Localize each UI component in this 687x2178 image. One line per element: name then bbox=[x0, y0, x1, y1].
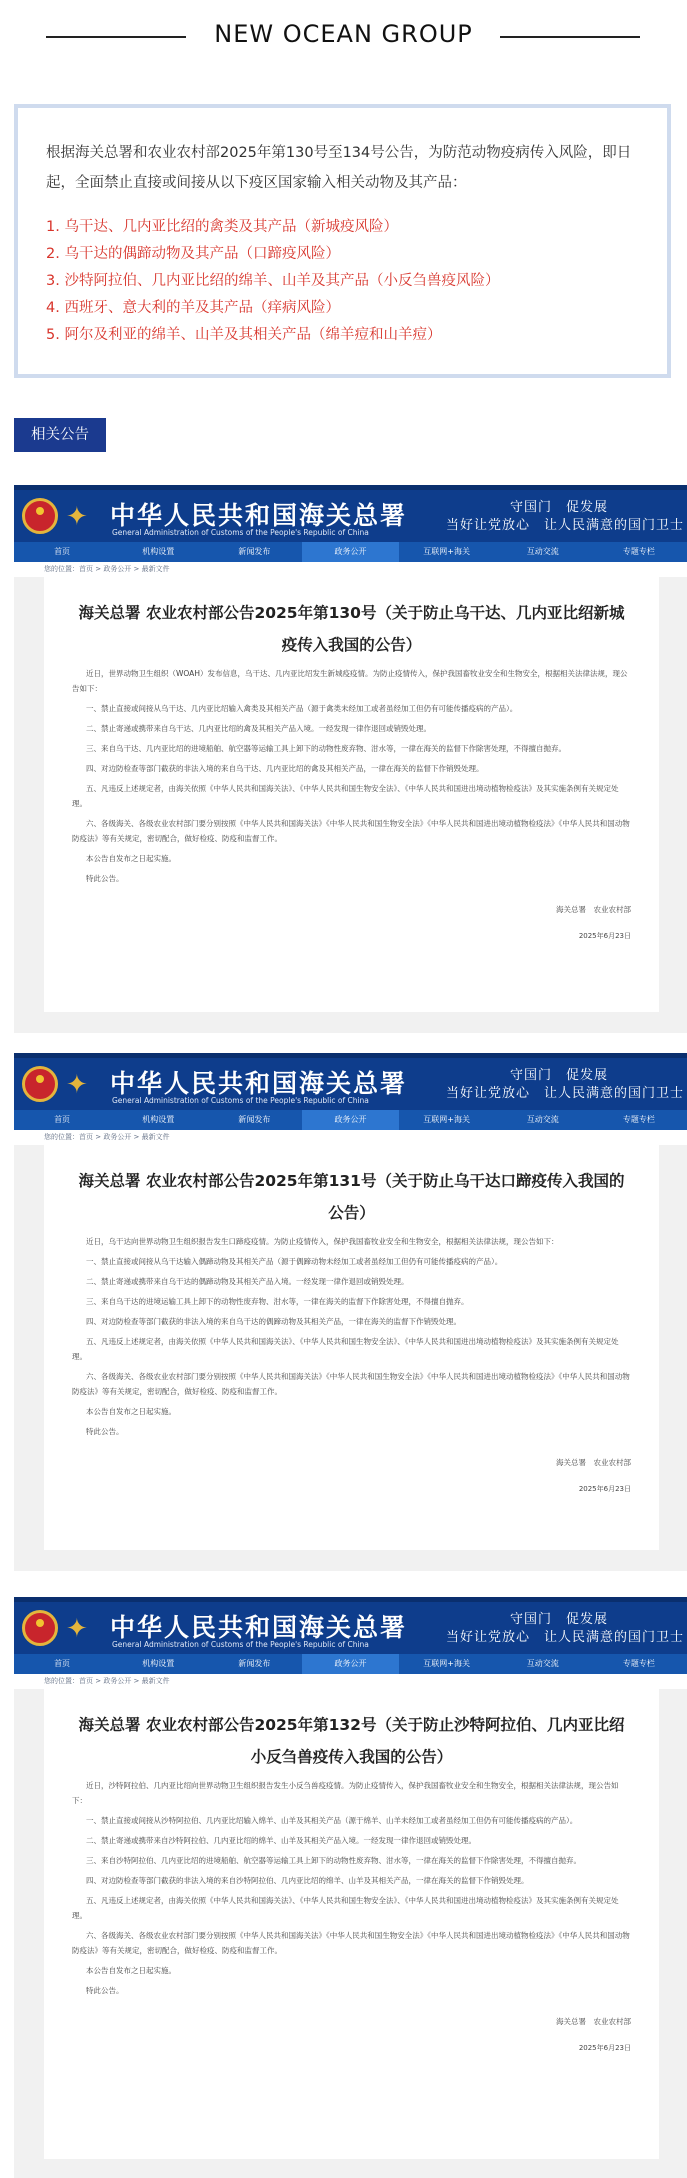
notice-item: 1. 乌干达、几内亚比绍的禽类及其产品（新城疫风险） bbox=[46, 219, 398, 235]
national-emblem-icon bbox=[22, 1610, 58, 1646]
announcement-paragraph: 三、来自沙特阿拉伯、几内亚比绍的进境船舶、航空器等运输工具上卸下的动物性废弃物、泔水等，一律在海关的监督下作除害处理，不得擅自抛弃。 bbox=[86, 1856, 581, 1865]
announcement-paragraph: 三、来自乌干达的进境运输工具上卸下的动物性废弃物、泔水等，一律在海关的监督下作除害处理，不得擅自抛弃。 bbox=[86, 1297, 469, 1306]
notice-list bbox=[46, 214, 643, 349]
announcement-paragraph: 二、禁止寄递或携带来自沙特阿拉伯、几内亚比绍的绵羊、山羊及其相关产品入境。一经发现一律作退回或销毁处理。 bbox=[86, 1836, 476, 1845]
national-emblem-icon bbox=[22, 1066, 58, 1102]
announcement-paragraph: 二、禁止寄递或携带来自乌干达的偶蹄动物及其相关产品入境。一经发现一律作退回或销毁处理。 bbox=[86, 1277, 409, 1286]
announcement-paragraph: 四、对边防检查等部门截获的非法入境的来自沙特阿拉伯、几内亚比绍的绵羊、山羊及其相关产品，一律在海关的监督下作销毁处理。 bbox=[86, 1876, 529, 1885]
customs-key-icon: ✦ bbox=[66, 1070, 88, 1100]
announcement-paragraph: 四、对边防检查等部门截获的非法入境的来自乌干达、几内亚比绍的禽及其相关产品，一律在海关的监督下作销毁处理。 bbox=[86, 764, 484, 773]
nav-public-affairs[interactable]: 政务公开 bbox=[302, 1654, 398, 1674]
nav-home[interactable]: 首页 bbox=[54, 547, 71, 556]
announcement-paragraph: 特此公告。 bbox=[86, 1986, 124, 1995]
announcement-paragraph: 一、禁止直接或间接从沙特阿拉伯、几内亚比绍输入绵羊、山羊及其相关产品（源于绵羊、山羊未经加工或者虽经加工但仍有可能传播疫病的产品）。 bbox=[86, 1816, 578, 1825]
announcement-date: 2025年6月23日 bbox=[578, 932, 631, 940]
page-header bbox=[0, 0, 687, 70]
announcement-card bbox=[44, 1689, 659, 2159]
announcement-paragraph: 五、凡违反上述规定者，由海关依照《中华人民共和国海关法》、《中华人民共和国生物安全法》、《中华人民共和国进出境动植物检疫法》及其实施条例有关规定处理。 bbox=[72, 784, 619, 808]
announcement-paragraph: 近日，乌干达向世界动物卫生组织报告发生口蹄疫疫情。为防止疫情传入，保护我国畜牧业安全和生物安全，根据相关法律法规，现公告如下： bbox=[86, 1237, 559, 1246]
slogan-top: 守国门 促发展 bbox=[510, 500, 609, 515]
nav-interaction[interactable]: 互动交流 bbox=[526, 547, 559, 556]
customs-banner bbox=[14, 1597, 687, 1654]
notice-box bbox=[14, 104, 671, 378]
nav-internet-customs[interactable]: 互联网+海关 bbox=[423, 547, 470, 556]
announcement-card bbox=[44, 577, 659, 1012]
site-nav bbox=[14, 1110, 687, 1130]
slogan-bottom: 当好让党放心 让人民满意的国门卫士 bbox=[446, 1630, 685, 1645]
national-emblem-icon bbox=[22, 498, 58, 534]
customs-key-icon: ✦ bbox=[66, 502, 88, 532]
nav-home[interactable]: 首页 bbox=[54, 1659, 71, 1668]
nav-internet-customs[interactable]: 互联网+海关 bbox=[423, 1659, 470, 1668]
announcement-card bbox=[44, 1145, 659, 1550]
page-title: NEW OCEAN GROUP bbox=[214, 20, 473, 48]
nav-news[interactable]: 新闻发布 bbox=[238, 1115, 271, 1124]
announcement-paragraph: 一、禁止直接或间接从乌干达输入偶蹄动物及其相关产品（源于偶蹄动物未经加工或者虽经加工但仍有可能传播疫病的产品）。 bbox=[86, 1257, 503, 1266]
nav-organization[interactable]: 机构设置 bbox=[142, 547, 175, 556]
announcement-paragraph: 本公告自发布之日起实施。 bbox=[86, 1407, 176, 1416]
notice-item: 5. 阿尔及利亚的绵羊、山羊及其相关产品（绵羊痘和山羊痘） bbox=[46, 327, 442, 343]
announcement-paragraph: 五、凡违反上述规定者，由海关依照《中华人民共和国海关法》、《中华人民共和国生物安全法》、《中华人民共和国进出境动植物检疫法》及其实施条例有关规定处理。 bbox=[72, 1337, 619, 1361]
announcement-title: 海关总署 农业农村部公告2025年第131号（关于防止乌干达口蹄疫传入我国的公告） bbox=[78, 1172, 625, 1222]
announcement-paragraph: 特此公告。 bbox=[86, 1427, 124, 1436]
header-divider-right bbox=[500, 36, 640, 38]
customs-banner bbox=[14, 485, 687, 542]
nav-topics[interactable]: 专题专栏 bbox=[622, 1115, 655, 1124]
org-name-cn: 中华人民共和国海关总署 bbox=[110, 1069, 408, 1098]
site-nav bbox=[14, 542, 687, 562]
nav-public-affairs[interactable]: 政务公开 bbox=[302, 1110, 398, 1130]
announcement-paragraph: 六、各级海关、各级农业农村部门要分别按照《中华人民共和国海关法》《中华人民共和国生物安全法》《中华人民共和国进出境动植物检疫法》《中华人民共和国动物防疫法》等有关规定，密切配合，做好检疫、防疫和监督工作。 bbox=[72, 819, 630, 843]
notice-item: 2. 乌干达的偶蹄动物及其产品（口蹄疫风险） bbox=[46, 246, 340, 262]
nav-news[interactable]: 新闻发布 bbox=[238, 547, 271, 556]
org-name-en: General Administration of Customs of the People's Republic of China bbox=[112, 1096, 369, 1105]
customs-key-icon: ✦ bbox=[66, 1614, 88, 1644]
announcement-date: 2025年6月23日 bbox=[578, 1485, 631, 1493]
announcement-signature: 海关总署 农业农村部 bbox=[556, 1458, 631, 1467]
nav-interaction[interactable]: 互动交流 bbox=[526, 1115, 559, 1124]
announcement-paragraph: 本公告自发布之日起实施。 bbox=[86, 1966, 176, 1975]
announcement-paragraph: 近日，沙特阿拉伯、几内亚比绍向世界动物卫生组织报告发生小反刍兽疫疫情。为防止疫情传入，保护我国畜牧业安全和生物安全，根据相关法律法规，现公告如下： bbox=[72, 1781, 619, 1805]
nav-topics[interactable]: 专题专栏 bbox=[622, 1659, 655, 1668]
announcement-paragraph: 四、对边防检查等部门截获的非法入境的来自乌干达的偶蹄动物及其相关产品，一律在海关的监督下作销毁处理。 bbox=[86, 1317, 461, 1326]
related-announcements-tag: 相关公告 bbox=[14, 418, 106, 452]
nav-news[interactable]: 新闻发布 bbox=[238, 1659, 271, 1668]
announcement-screenshot-132 bbox=[14, 1597, 687, 2178]
breadcrumb: 您的位置：首页 > 政务公开 > 最新文件 bbox=[14, 1674, 687, 1689]
notice-item: 4. 西班牙、意大利的羊及其产品（痒病风险） bbox=[46, 300, 340, 316]
slogan-top: 守国门 促发展 bbox=[510, 1612, 609, 1627]
site-nav bbox=[14, 1654, 687, 1674]
org-name-cn: 中华人民共和国海关总署 bbox=[110, 501, 408, 530]
announcement-paragraph: 五、凡违反上述规定者，由海关依照《中华人民共和国海关法》、《中华人民共和国生物安全法》、《中华人民共和国进出境动植物检疫法》及其实施条例有关规定处理。 bbox=[72, 1896, 619, 1920]
notice-item: 3. 沙特阿拉伯、几内亚比绍的绵羊、山羊及其产品（小反刍兽疫风险） bbox=[46, 273, 500, 289]
announcement-paragraph: 二、禁止寄递或携带来自乌干达、几内亚比绍的禽及其相关产品入境。一经发现一律作退回或销毁处理。 bbox=[86, 724, 431, 733]
announcement-date: 2025年6月23日 bbox=[578, 2044, 631, 2052]
announcement-title: 海关总署 农业农村部公告2025年第130号（关于防止乌干达、几内亚比绍新城疫传入我国的公告） bbox=[78, 604, 625, 654]
nav-public-affairs[interactable]: 政务公开 bbox=[302, 542, 398, 562]
announcement-title: 海关总署 农业农村部公告2025年第132号（关于防止沙特阿拉伯、几内亚比绍小反刍兽疫传入我国的公告） bbox=[78, 1716, 625, 1766]
slogan-bottom: 当好让党放心 让人民满意的国门卫士 bbox=[446, 518, 685, 533]
nav-home[interactable]: 首页 bbox=[54, 1115, 71, 1124]
customs-banner bbox=[14, 1053, 687, 1110]
breadcrumb: 您的位置：首页 > 政务公开 > 最新文件 bbox=[14, 1130, 687, 1145]
slogan-top: 守国门 促发展 bbox=[510, 1068, 609, 1083]
announcement-paragraph: 六、各级海关、各级农业农村部门要分别按照《中华人民共和国海关法》《中华人民共和国生物安全法》《中华人民共和国进出境动植物检疫法》《中华人民共和国动物防疫法》等有关规定，密切配合，做好检疫、防疫和监督工作。 bbox=[72, 1931, 630, 1955]
org-name-en: General Administration of Customs of the People's Republic of China bbox=[112, 528, 369, 537]
announcement-signature: 海关总署 农业农村部 bbox=[556, 2017, 631, 2026]
nav-organization[interactable]: 机构设置 bbox=[142, 1115, 175, 1124]
announcement-paragraph: 特此公告。 bbox=[86, 874, 124, 883]
announcement-screenshot-130 bbox=[14, 485, 687, 1033]
announcement-paragraph: 近日，世界动物卫生组织（WOAH）发布信息，乌干达、几内亚比绍发生新城疫疫情。为防止疫情传入，保护我国畜牧业安全和生物安全，根据相关法律法规，现公告如下： bbox=[72, 669, 628, 693]
org-name-en: General Administration of Customs of the People's Republic of China bbox=[112, 1640, 369, 1649]
announcement-screenshot-131 bbox=[14, 1053, 687, 1571]
slogan-bottom: 当好让党放心 让人民满意的国门卫士 bbox=[446, 1086, 685, 1101]
nav-internet-customs[interactable]: 互联网+海关 bbox=[423, 1115, 470, 1124]
nav-topics[interactable]: 专题专栏 bbox=[622, 547, 655, 556]
nav-interaction[interactable]: 互动交流 bbox=[526, 1659, 559, 1668]
announcement-signature: 海关总署 农业农村部 bbox=[556, 905, 631, 914]
breadcrumb: 您的位置：首页 > 政务公开 > 最新文件 bbox=[14, 562, 687, 577]
announcement-paragraph: 一、禁止直接或间接从乌干达、几内亚比绍输入禽类及其相关产品（源于禽类未经加工或者虽经加工但仍有可能传播疫病的产品）。 bbox=[86, 704, 518, 713]
notice-intro: 根据海关总署和农业农村部2025年第130号至134号公告，为防范动物疫病传入风险，即日起，全面禁止直接或间接从以下疫区国家输入相关动物及其产品： bbox=[46, 145, 632, 191]
announcement-paragraph: 六、各级海关、各级农业农村部门要分别按照《中华人民共和国海关法》《中华人民共和国生物安全法》《中华人民共和国进出境动植物检疫法》《中华人民共和国动物防疫法》等有关规定，密切配合，做好检疫、防疫和监督工作。 bbox=[72, 1372, 630, 1396]
announcement-paragraph: 本公告自发布之日起实施。 bbox=[86, 854, 176, 863]
nav-organization[interactable]: 机构设置 bbox=[142, 1659, 175, 1668]
org-name-cn: 中华人民共和国海关总署 bbox=[110, 1613, 408, 1642]
announcement-paragraph: 三、来自乌干达、几内亚比绍的进境船舶、航空器等运输工具上卸下的动物性废弃物、泔水等，一律在海关的监督下作除害处理，不得擅自抛弃。 bbox=[86, 744, 566, 753]
